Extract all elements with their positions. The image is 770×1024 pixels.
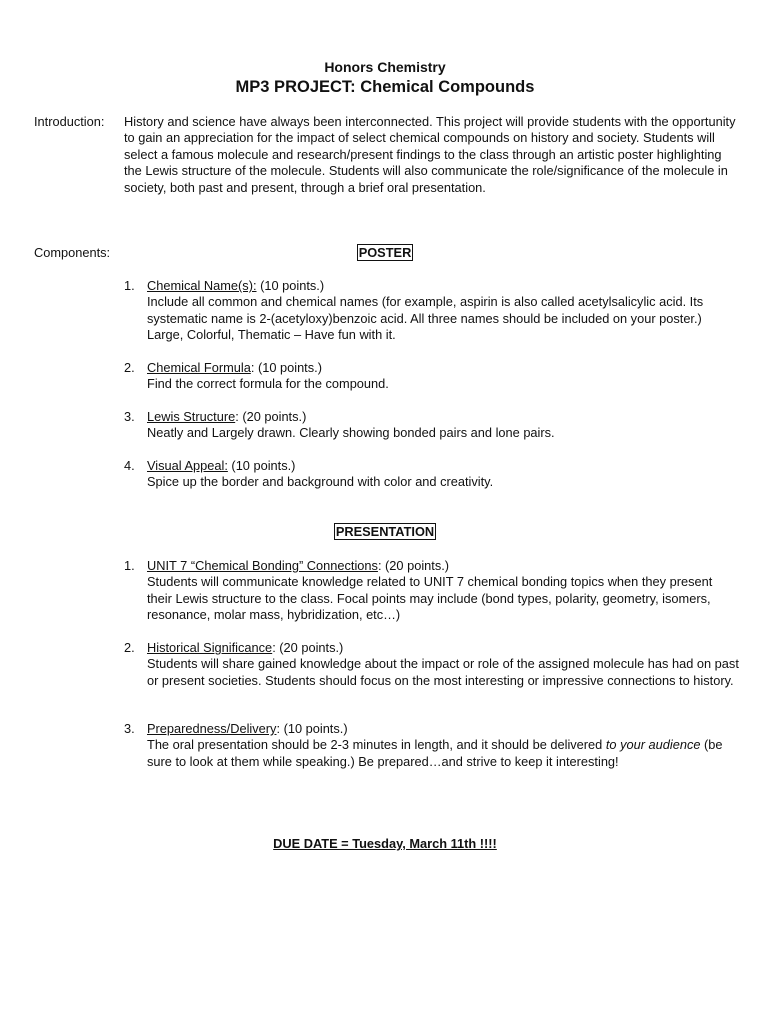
list-item: 1. Chemical Name(s): (10 points.) Include all common and chemical names (for example, aspirin is also called acetylsalicylic acid. Its systematic name is 2-(acetyloxy)benzoic acid. All three names should be included on your poster.) Large, Colorful, Thematic – Have fun with it. <box>124 278 739 344</box>
presentation-heading: PRESENTATION <box>335 524 435 539</box>
list-item: 3. Preparedness/Delivery: (10 points.) The oral presentation should be 2-3 minutes in length, and it should be delivered to your audience (be sure to look at them while speaking.) Be prepared…and strive to keep it interesting! <box>124 721 739 770</box>
item-title: Historical Significance <box>147 640 273 655</box>
introduction-text: History and science have always been interconnected. This project will provide students with the opportunity to gain an appreciation for the impact of select chemical compounds on history and society. Students will select a famous molecule and research/present findings to the class through an artistic poster highlighting the Lewis structure of the molecule. Students will also communicate the role/significance of the molecule in society, both past and present, through a brief oral presentation. <box>124 114 736 195</box>
list-item: 3. Lewis Structure: (20 points.) Neatly and Largely drawn. Clearly showing bonded pairs and lone pairs. <box>124 409 739 442</box>
due-date: DUE DATE = Tuesday, March 11th !!!! <box>273 836 497 851</box>
project-title: MP3 PROJECT: Chemical Compounds <box>235 78 535 96</box>
item-description: Find the correct formula for the compound. <box>147 376 389 392</box>
poster-heading: POSTER <box>358 245 412 260</box>
list-item: 2. Historical Significance: (20 points.) Students will share gained knowledge about the impact or role of the assigned molecule has had on past or present societies. Students should focus on the most interesting or impressive connections to history. <box>124 640 739 688</box>
item-title: Lewis Structure <box>147 409 236 424</box>
introduction-label: Introduction: <box>34 114 105 129</box>
item-description: Include all common and chemical names (for example, aspirin is also called acetylsalicylic acid. Its systematic name is 2-(acetyloxy)benzoic acid. All three names should be included on your poster.) Large, Colorful, Thematic – Have fun with it. <box>147 294 704 343</box>
item-title: UNIT 7 “Chemical Bonding” Connections <box>147 558 378 573</box>
item-description: The oral presentation should be 2-3 minutes in length, and it should be delivered to your audience (be sure to look at them while speaking.) Be prepared…and strive to keep it interesting! <box>147 737 723 769</box>
item-title: Chemical Formula <box>147 360 251 375</box>
item-description: Neatly and Largely drawn. Clearly showing bonded pairs and lone pairs. <box>147 425 555 441</box>
components-label: Components: <box>34 245 111 260</box>
list-item: 1. UNIT 7 “Chemical Bonding” Connections: (20 points.) Students will communicate knowledge related to UNIT 7 chemical bonding topics when they present their Lewis structure to the class. Focal points may include (bond types, polarity, geometry, isomers, resonance, molar mass, hybridization, etc…) <box>124 558 739 624</box>
item-description: Students will communicate knowledge related to UNIT 7 chemical bonding topics when they present their Lewis structure to the class. Focal points may include (bond types, polarity, geometry, isomers, resonance, molar mass, hybridization, etc…) <box>147 574 713 623</box>
list-item: 2. Chemical Formula: (10 points.) Find the correct formula for the compound. <box>124 360 739 393</box>
item-description: Students will share gained knowledge about the impact or role of the assigned molecule has had on past or present societies. Students should focus on the most interesting or impressive connections to history. <box>147 656 739 688</box>
item-title: Visual Appeal: <box>147 458 228 473</box>
item-title: Chemical Name(s): <box>147 278 257 293</box>
list-item: 4. Visual Appeal: (10 points.) Spice up the border and background with color and creativity. <box>124 458 739 491</box>
item-title: Preparedness/Delivery <box>147 721 277 736</box>
course-name: Honors Chemistry <box>324 59 446 75</box>
item-description: Spice up the border and background with color and creativity. <box>147 474 494 490</box>
